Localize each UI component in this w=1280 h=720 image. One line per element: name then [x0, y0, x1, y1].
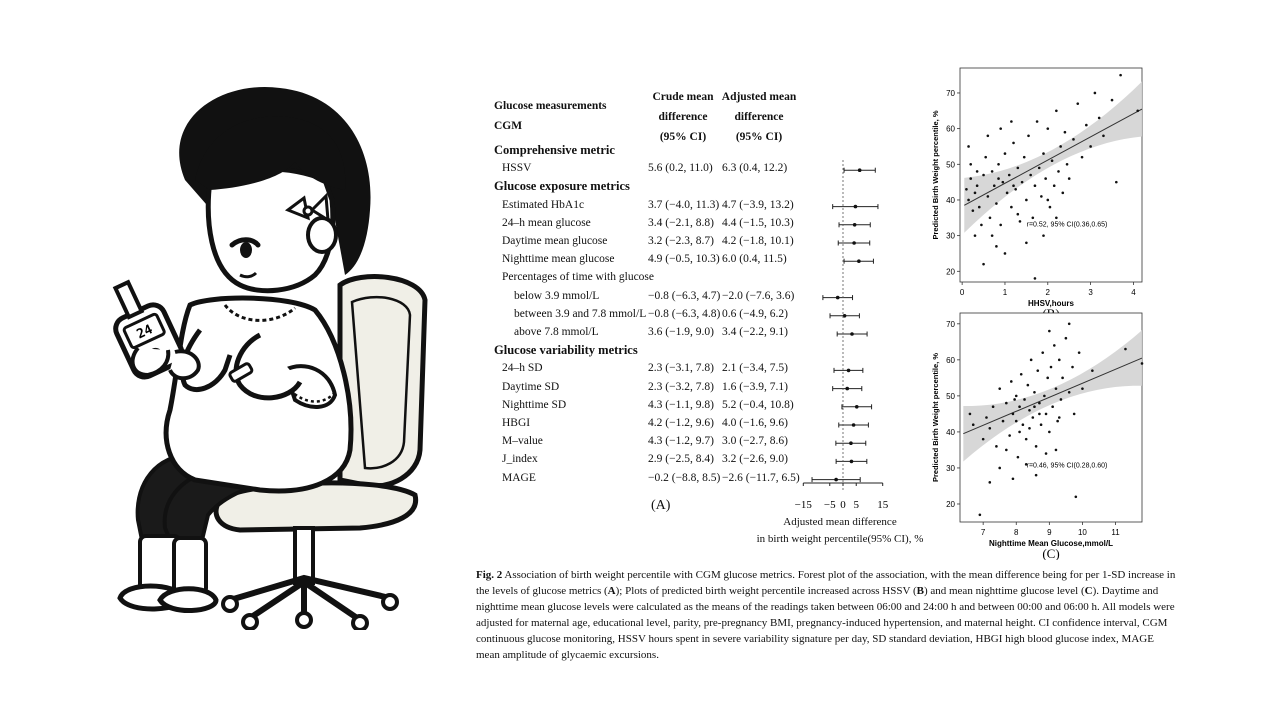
scatter-point [1005, 402, 1008, 405]
scatter-point [972, 423, 975, 426]
panel-label-a: (A) [651, 498, 671, 513]
forest-xlabel-line: in birth weight percentile(95% CI), % [756, 533, 924, 545]
scatter-point [1060, 398, 1063, 401]
scatter-point [976, 170, 979, 173]
x-tick-label: 8 [1014, 528, 1019, 537]
header-adjusted [718, 87, 800, 147]
scatter-point [1008, 434, 1011, 437]
header-measure-line: CGM [494, 120, 523, 132]
scatter-point [1004, 252, 1007, 255]
estimate-point [850, 460, 854, 464]
caption-text: ); Plots of predicted birth weight percentile increased across HSSV ( [615, 585, 917, 597]
scatter-point [1010, 206, 1013, 209]
scatter-point [997, 163, 1000, 166]
scatter-point [1066, 163, 1069, 166]
scatter-point [1038, 402, 1041, 405]
scatter-point [995, 202, 998, 205]
scatter-point [1072, 138, 1075, 141]
panel-label: (C) [1042, 546, 1060, 560]
scatter-point [969, 413, 972, 416]
scatter-point [974, 234, 977, 237]
scatter-point [974, 192, 977, 195]
scatter-point [988, 427, 991, 430]
y-tick-label: 60 [946, 355, 955, 365]
scatter-point [1012, 477, 1015, 480]
estimate-point [852, 241, 856, 245]
scatter-point [992, 405, 995, 408]
scatter-point [1068, 391, 1071, 394]
header-adjusted-line: difference [734, 111, 784, 123]
row-label: below 3.9 mmol/L [514, 289, 600, 302]
scatter-point [1056, 420, 1059, 423]
crude-value: 4.9 (−0.5, 10.3) [648, 253, 720, 266]
scatter-point [1078, 351, 1081, 354]
scatter-point [969, 163, 972, 166]
chair-stem [295, 528, 313, 583]
scatter-point [1012, 184, 1015, 187]
scatter-point [1023, 398, 1026, 401]
adjusted-value: 1.6 (−3.9, 7.1) [722, 380, 788, 393]
estimate-point [850, 332, 854, 336]
y-tick-label: 50 [946, 160, 955, 170]
scatter-point [1018, 431, 1021, 434]
scatter-point [1098, 117, 1101, 120]
scatter-point [1055, 449, 1058, 452]
x-tick-label: 10 [1077, 528, 1087, 537]
x-tick-label: 4 [1131, 288, 1136, 297]
hand [170, 351, 199, 378]
scatter-point [1094, 92, 1097, 95]
row-label: Estimated HbA1c [502, 198, 585, 211]
adjusted-value: 0.6 (−4.9, 6.2) [722, 307, 788, 320]
correlation-annotation: r=0.46, 95% CI(0.28,0.60) [1026, 462, 1108, 470]
adjusted-value: 4.7 (−3.9, 13.2) [722, 198, 794, 211]
chair-wheel [223, 597, 237, 611]
header-adjusted-line: (95% CI) [735, 131, 783, 143]
caption-panel-ref: A [607, 585, 616, 597]
crude-value: 4.3 (−1.1, 9.8) [648, 398, 714, 411]
scatter-point [1025, 241, 1028, 244]
crude-value: −0.8 (−6.3, 4.7) [648, 289, 721, 302]
x-axis-label: Nighttime Mean Glucose,mmol/L [988, 539, 1114, 548]
scatter-point [1025, 199, 1028, 202]
crude-value: 4.2 (−1.2, 9.6) [648, 417, 714, 429]
scatter-point [1036, 369, 1039, 372]
row-label: Nighttime mean glucose [502, 253, 615, 266]
scatter-point [1055, 110, 1058, 113]
scatter-point [1028, 409, 1031, 412]
sandal [160, 589, 216, 611]
scatter-point [1030, 359, 1033, 362]
row-label: Daytime mean glucose [502, 235, 608, 247]
x-tick-label: 11 [1111, 528, 1120, 537]
scatter-point [1017, 167, 1020, 170]
adjusted-value: −2.6 (−11.7, 6.5) [722, 471, 800, 484]
row-label: Daytime SD [502, 380, 560, 393]
scatter-point [1081, 387, 1084, 390]
pregnant-woman-glucose-illustration [90, 70, 450, 630]
scatter-point [1068, 323, 1071, 326]
scatter-point [989, 217, 992, 220]
estimate-point [854, 205, 858, 209]
caption-text: Association of birth weight percentile with CGM glucose metrics. Forest plot of the association, with the mean difference being for per 1-SD increase in the levels of glucose metrics ( [476, 569, 1176, 597]
scatter-point [1034, 184, 1037, 187]
scatter-point [1038, 167, 1041, 170]
scatter-point [991, 234, 994, 237]
scatter-point [991, 170, 994, 173]
caption-text: ) and mean nighttime glucose level ( [923, 585, 1085, 597]
caption-text: ). Daytime and nighttime mean glucose levels were calculated as the means of the readings taken between 06:00 and 24:00 h and between 00:00 and 06:00 h. All models were adjusted for maternal age, educational level, parity, pre-pregnancy BMI, pregnancy-induced hypertension, and maternal height. CI confidence interval, CGM continuous glucose monitoring, HSSV hours spent in severe variability signature per day, SD standard deviation, HBGI high blood glucose index, MAGE mean amplitude of glycaemic excursions. [476, 585, 1175, 661]
scatter-point [1055, 387, 1058, 390]
estimate-point [855, 405, 859, 409]
y-axis-label: Predicted Birth Weight percentile, % [931, 352, 940, 483]
adjusted-value: 4.0 (−1.6, 9.6) [722, 417, 788, 429]
chair-wheel [243, 615, 257, 629]
row-label: between 3.9 and 7.8 mmol/L [514, 307, 647, 320]
x-tick-label: 1 [1002, 288, 1008, 297]
scatter-point [1124, 348, 1127, 351]
row-label: MAGE [502, 471, 536, 484]
scatter-point [1064, 131, 1067, 134]
scatter-point [999, 224, 1002, 227]
scatter-point [993, 184, 996, 187]
section-heading: Comprehensive metric [494, 143, 615, 157]
row-label: Percentages of time with glucose [502, 271, 655, 284]
scatter-point [1035, 445, 1038, 448]
scatter-point [1028, 427, 1031, 430]
y-tick-label: 40 [946, 427, 955, 437]
scatter-point [1068, 177, 1071, 180]
scatter-point [978, 206, 981, 209]
scatter-point [1071, 366, 1074, 369]
scatter-plot-b [920, 60, 1160, 320]
row-label: M–value [502, 435, 543, 448]
scatter-point [1075, 495, 1078, 498]
scatter-point [1015, 420, 1018, 423]
y-tick-label: 20 [946, 499, 955, 509]
scatter-point [980, 224, 983, 227]
adjusted-value: 5.2 (−0.4, 10.8) [722, 398, 794, 411]
adjusted-value: 3.2 (−2.6, 9.0) [722, 453, 788, 466]
scatter-point [1046, 199, 1049, 202]
adjusted-value: 6.0 (0.4, 11.5) [722, 253, 787, 266]
scatter-point [1119, 74, 1122, 77]
scatter-point [1010, 120, 1013, 123]
scatter-point [1040, 423, 1043, 426]
row-label: HSSV [502, 162, 532, 175]
row-label: HBGI [502, 417, 531, 429]
scatter-point [1048, 431, 1051, 434]
scatter-point [1053, 184, 1056, 187]
x-tick-label: 9 [1047, 528, 1052, 537]
scatter-point [1004, 152, 1007, 155]
scatter-point [1057, 170, 1060, 173]
scatter-point [982, 438, 985, 441]
scatter-point [976, 184, 979, 187]
scatter-point [1058, 359, 1061, 362]
scatter-point [1045, 452, 1048, 455]
scatter-point [1035, 474, 1038, 477]
y-tick-label: 60 [946, 124, 955, 134]
adjusted-value: 4.4 (−1.5, 10.3) [722, 216, 794, 229]
crude-value: 3.7 (−4.0, 11.3) [648, 198, 720, 211]
correlation-annotation: r=0.52, 95% CI(0.36,0.65) [1026, 221, 1108, 229]
scatter-point [1012, 413, 1015, 416]
scatter-point [1027, 134, 1030, 137]
chair-wheel [297, 613, 311, 627]
estimate-point [845, 387, 849, 391]
scatter-point [965, 188, 968, 191]
scatter-point [1076, 102, 1079, 105]
scatter-point [998, 387, 1001, 390]
crude-value: −0.2 (−8.8, 8.5) [648, 471, 721, 484]
scatter-point [987, 195, 990, 198]
header-measure [494, 96, 607, 136]
figure-number: Fig. 2 [476, 569, 503, 581]
scatter-point [1091, 369, 1094, 372]
crude-value: 3.4 (−2.1, 8.8) [648, 216, 714, 229]
adjusted-value: 2.1 (−3.4, 7.5) [722, 362, 788, 375]
caption-body [476, 569, 1175, 661]
estimate-point [853, 223, 857, 227]
scatter-point [1023, 156, 1026, 159]
scatter-point [1008, 174, 1011, 177]
scatter-point [988, 481, 991, 484]
adjusted-value: −2.0 (−7.6, 3.6) [722, 289, 795, 302]
scatter-point [1032, 217, 1035, 220]
scatter-point [1006, 192, 1009, 195]
estimate-point [852, 423, 856, 427]
scatter-point [985, 416, 988, 419]
scatter-point [1046, 127, 1049, 130]
adjusted-value: 3.4 (−2.2, 9.1) [722, 326, 788, 338]
crude-value: 4.3 (−1.2, 9.7) [648, 435, 714, 448]
y-tick-label: 30 [946, 231, 955, 241]
scatter-point [1051, 405, 1054, 408]
estimate-point [849, 441, 853, 445]
scatter-point [1002, 420, 1005, 423]
header-adjusted-line: Adjusted mean [721, 91, 797, 103]
section-heading: Glucose exposure metrics [494, 179, 630, 194]
y-tick-label: 70 [946, 319, 955, 329]
header-crude-line: difference [658, 111, 708, 123]
x-tick-label: 0 [959, 288, 965, 297]
scatter-point [1081, 156, 1084, 159]
scatter-point [1041, 351, 1044, 354]
row-label: Nighttime SD [502, 398, 567, 411]
adjusted-value: 6.3 (0.4, 12.2) [722, 162, 788, 175]
scatter-point [982, 174, 985, 177]
scatter-point [1042, 234, 1045, 237]
scatter-point [1036, 120, 1039, 123]
crude-value: 2.9 (−2.5, 8.4) [648, 453, 714, 466]
scatter-point [1019, 220, 1022, 223]
scatter-point [1048, 330, 1051, 333]
y-tick-label: 70 [946, 88, 955, 98]
header-crude-line: (95% CI) [659, 131, 707, 143]
scatter-point [1034, 277, 1037, 280]
estimate-point [847, 369, 851, 373]
scatter-point [1049, 206, 1052, 209]
scatter-point [1032, 416, 1035, 419]
scatter-point [1111, 99, 1114, 102]
x-tick-label: 2 [1045, 288, 1051, 297]
adjusted-value: 3.0 (−2.7, 8.6) [722, 435, 788, 448]
scatter-point [1059, 145, 1062, 148]
crude-value: 2.3 (−3.1, 7.8) [648, 362, 714, 375]
estimate-point [858, 168, 862, 172]
scatter-point [1053, 344, 1056, 347]
header-crude-line: Crude mean [652, 91, 714, 103]
scatter-point [1012, 142, 1015, 145]
scatter-point [1002, 181, 1005, 184]
scatter-point [1085, 124, 1088, 127]
scatter-point [969, 177, 972, 180]
scatter-point [1033, 405, 1036, 408]
scatter-point [1115, 181, 1118, 184]
scatter-point [967, 145, 970, 148]
forest-tick-label: 0 [840, 499, 846, 511]
crude-value: 5.6 (0.2, 11.0) [648, 162, 713, 175]
scatter-plot-c [920, 305, 1160, 560]
scatter-point [972, 209, 975, 212]
scatter-point [967, 199, 970, 202]
scatter-point [1044, 177, 1047, 180]
y-axis-label: Predicted Birth Weight percentile, % [931, 110, 940, 240]
forest-tick-label: 5 [853, 499, 859, 511]
scatter-point [1061, 192, 1064, 195]
scatter-point [1136, 110, 1139, 113]
estimate-point [834, 478, 838, 482]
scatter-point [998, 467, 1001, 470]
ear [308, 218, 336, 252]
row-label: 24–h mean glucose [502, 216, 591, 229]
scatter-point [1014, 188, 1017, 191]
scatter-point [1027, 384, 1030, 387]
scatter-point [1013, 398, 1016, 401]
figure-caption [476, 567, 1176, 663]
scatter-point [1018, 405, 1021, 408]
y-tick-label: 30 [946, 463, 955, 473]
scatter-point [1042, 152, 1045, 155]
row-label: 24–h SD [502, 362, 543, 375]
scatter-point [979, 513, 982, 516]
scatter-point [1010, 380, 1013, 383]
scatter-point [995, 445, 998, 448]
scatter-point [1046, 377, 1049, 380]
scatter-point [1020, 373, 1023, 376]
y-tick-label: 50 [946, 391, 955, 401]
forest-tick-label: 15 [877, 499, 889, 511]
row-label: above 7.8 mmol/L [514, 326, 599, 338]
scatter-point [1089, 145, 1092, 148]
scatter-point [999, 127, 1002, 130]
sock [174, 538, 206, 594]
caption-panel-ref: B [916, 585, 924, 597]
y-tick-label: 20 [946, 267, 955, 277]
scatter-point [987, 134, 990, 137]
scatter-point [1141, 362, 1144, 365]
crude-value: 3.2 (−2.3, 8.7) [648, 235, 714, 247]
forest-plot [780, 150, 910, 540]
scatter-point [1065, 337, 1068, 340]
forest-tick-label: −15 [794, 499, 812, 511]
x-tick-label: 7 [980, 528, 986, 537]
forest-xlabel-line: Adjusted mean difference [783, 516, 897, 528]
scatter-point [982, 263, 985, 266]
scatter-point [984, 156, 987, 159]
scatter-point [1025, 438, 1028, 441]
scatter-point [1015, 395, 1018, 398]
scatter-point [1040, 195, 1043, 198]
scatter-point [1021, 181, 1024, 184]
scatter-point [1055, 217, 1058, 220]
scatter-point [1050, 366, 1053, 369]
scatter-point [1029, 174, 1032, 177]
scatter-point [1043, 395, 1046, 398]
estimate-point [857, 259, 861, 263]
crude-value: 2.3 (−3.2, 7.8) [648, 380, 714, 393]
estimate-point [836, 296, 840, 300]
header-measure-line: Glucose measurements [494, 100, 607, 112]
scatter-point [1033, 391, 1036, 394]
chair-wheel [383, 595, 397, 609]
header-crude [648, 87, 718, 147]
scatter-point [1017, 213, 1020, 216]
scatter-point [1058, 416, 1061, 419]
adjusted-value: 4.2 (−1.8, 10.1) [722, 235, 794, 247]
scatter-point [995, 245, 998, 248]
scatter-point [1061, 377, 1064, 380]
scatter-point [1045, 413, 1048, 416]
crude-value: −0.8 (−6.3, 4.8) [648, 307, 721, 320]
y-tick-label: 40 [946, 195, 955, 205]
scatter-point [1051, 159, 1054, 162]
forest-xlabel [740, 514, 940, 548]
scatter-point [1038, 413, 1041, 416]
row-label: J_index [502, 453, 538, 466]
caption-panel-ref: C [1084, 585, 1093, 597]
scatter-point [1102, 134, 1105, 137]
section-heading: Glucose variability metrics [494, 343, 638, 358]
crude-value: 3.6 (−1.9, 9.0) [648, 326, 714, 338]
scatter-point [1005, 449, 1008, 452]
x-tick-label: 3 [1088, 288, 1093, 297]
pupil [240, 242, 252, 258]
scatter-point [1022, 423, 1025, 426]
scatter-point [1017, 456, 1020, 459]
forest-tick-label: −5 [823, 499, 836, 511]
scatter-point [997, 177, 1000, 180]
chair-wheel [353, 616, 367, 630]
meter-display: 24 [134, 322, 156, 343]
scatter-point [1073, 413, 1076, 416]
x-axis-label: HHSV,hours [1028, 299, 1074, 308]
